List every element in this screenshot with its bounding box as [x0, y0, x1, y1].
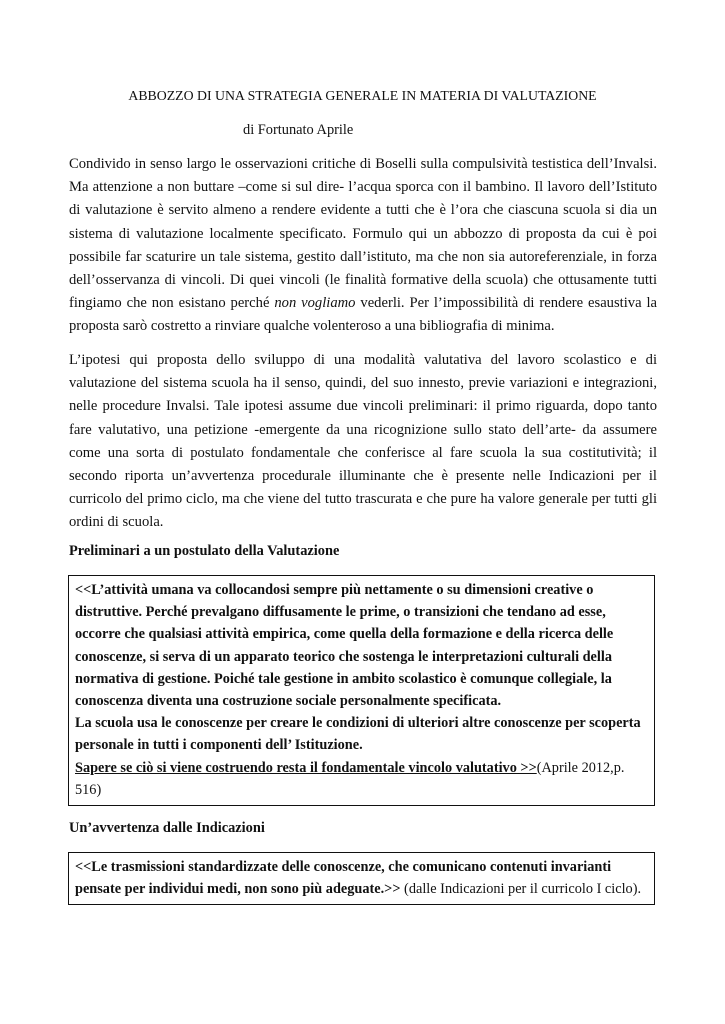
paragraph-hypothesis: L’ipotesi qui proposta dello sviluppo di una modalità valutativa del lavoro scolastico e di valutazione del sistema scuola ha il senso, quindi, del suo innesto, previe variazioni e integrazioni, nelle procedure Invalsi. Tale ipotesi assume due vincoli preliminari: il primo riguarda, dopo tanto fare valutativo, una petizione -emergente da una ricognizione sullo stato dell’arte- da assumere come una sorta di postulato fondamentale che conferisce al fare scuola la sua costitutività; il secondo riporta un’avvertenza procedurale illuminante che è presente nelle Indicazioni per il curricolo del primo ciclo, ma che viene del tutto trascurata e che pure ha valore generale per tutti gli ordini di scuola.: [69, 352, 657, 531]
quote-warning-citation: (dalle Indicazioni per il curricolo I ciclo).: [400, 881, 642, 898]
quote-box-warning: [68, 852, 655, 905]
quote-postulate-part1: <<L’attività umana va collocandosi sempre più nettamente o su dimensioni creative o distruttive. Perché prevalgano diffusamente le prime, o transizioni che tendano ad esse, occorre che qualsiasi attività empirica, come quella della formazione e della ricerca delle conoscenze, si serva di un apparato teorico che sostenga le interpretazioni culturali della normativa di gestione. Poiché tale gestione in ambito scolastico è comunque collegiale, la conoscenza diventa una costruzione sociale personalmente specificata.: [75, 582, 614, 710]
paragraph-intro-text-start: Condivido in senso largo le osservazioni critiche di Boselli sulla compulsività testistica dell’Invalsi. Ma attenzione a non buttare –come si sul dire- l’acqua sporca con il bambino. Il lavoro dell’Istituto di valutazione è servito almeno a rendere evidente a tutti che è l’ora che ciascuna scuola si dia un sistema di valutazione localmente specificato. Formulo qui un abbozzo di proposta da cui è poi possibile far scaturire un tale sistema, gestito dall’istituto, ma che non sia autoreferenziale, in forza dell’osservanza di vincoli. Di quei vincoli (le finalità formative della scuola) che ottusamente tutti fingiamo che non esistano perché: [69, 156, 657, 312]
quote-postulate-underlined: Sapere se ciò si viene costruendo resta il fondamentale vincolo valutativo >>: [75, 759, 537, 776]
quote-postulate-part2: La scuola usa le conoscenze per creare le condizioni di ulteriori altre conoscenze per scoperta personale in tutti i componenti dell’ Istituzione.: [75, 715, 641, 754]
paragraph-intro-text-end: vederli. Per l’impossibilità di rendere esaustiva la proposta sarò costretto a rinviare qualche volenteroso a una bibliografia di minima.: [69, 295, 657, 335]
quote-warning-text: <<Le trasmissioni standardizzate delle conoscenze, che comunicano contenuti invarianti pensate per individui medi, non sono più adeguate.>>: [75, 859, 612, 898]
quote-postulate-citation: (Aprile 2012,p. 516): [75, 759, 625, 798]
document-title: ABBOZZO DI UNA STRATEGIA GENERALE IN MATERIA DI VALUTAZIONE: [128, 88, 597, 103]
quote-box-postulate: [68, 575, 655, 806]
author-line: di Fortunato Aprile: [243, 122, 354, 138]
section-heading-warning: Un’avvertenza dalle Indicazioni: [69, 820, 265, 836]
paragraph-intro-italic: non vogliamo: [274, 295, 356, 312]
paragraph-intro: [69, 153, 657, 339]
section-heading-postulate: Preliminari a un postulato della Valutazione: [69, 543, 340, 559]
